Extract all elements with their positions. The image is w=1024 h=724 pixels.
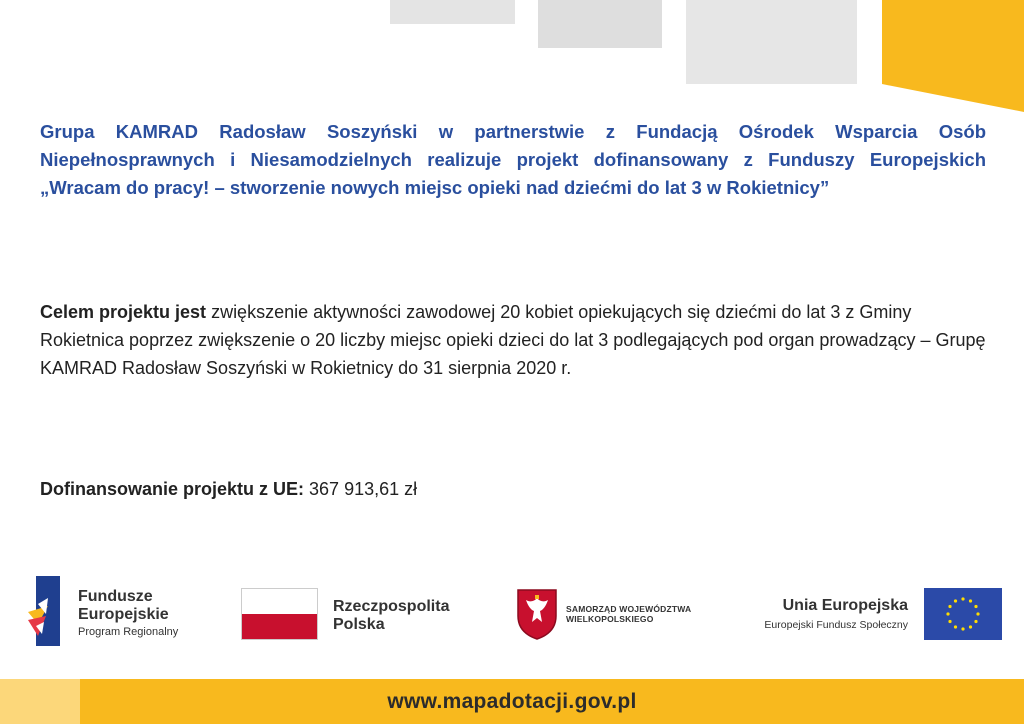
footer-url[interactable]: www.mapadotacji.gov.pl — [387, 690, 637, 713]
footer-bar — [0, 679, 1024, 724]
eu-star-icon — [969, 625, 972, 628]
eu-star-icon — [961, 627, 964, 630]
eu-flag-icon — [924, 588, 1002, 640]
goal-label: Celem projektu jest — [40, 302, 207, 322]
eu-star-icon — [948, 605, 951, 608]
fe-line3: Program Regionalny — [78, 626, 179, 638]
eu-star-icon — [948, 620, 951, 623]
eu-star-icon — [974, 605, 977, 608]
decorative-bar — [538, 0, 662, 48]
goal-text: zwiększenie aktywności zawodowej 20 kobiet opiekujących się dziećmi do lat 3 z Gminy Rokietnica poprzez zwiększenie o 20 liczby miejsc opieki dzieci do lat 3 podlegających pod organ prowadzący – Grupę KAMRAD Radosław Soszyński w Rokietnicy do 31 sierpnia 2020 r. — [40, 302, 986, 378]
logo-strip — [0, 570, 1024, 650]
ue-text — [764, 597, 908, 632]
rp-line1: Rzeczpospolita — [333, 598, 450, 615]
funding-label: Dofinansowanie projektu z UE: — [40, 479, 305, 499]
decorative-bar — [686, 0, 857, 84]
project-headline: Grupa KAMRAD Radosław Soszyński w partnerstwie z Fundacją Ośrodek Wsparcia Osób Niepełnosprawnych i Niesamodzielnych realizuje projekt dofinansowany z Funduszy Europejskich „Wracam do pracy! – stworzenie nowych miejsc opieki nad dziećmi do lat 3 w Rokietnicy” — [40, 121, 986, 198]
funding-value: 367 913,61 zł — [304, 479, 418, 499]
eu-star-icon — [946, 612, 949, 615]
eu-star-icon — [969, 599, 972, 602]
ue-line1: Unia Europejska — [782, 597, 908, 614]
project-goal — [40, 298, 990, 382]
fe-line1: Fundusze — [78, 588, 153, 605]
eu-star-icon — [961, 597, 964, 600]
eu-star-icon — [954, 599, 957, 602]
eu-star-icon — [954, 625, 957, 628]
sw-line2: WIELKOPOLSKIEGO — [566, 614, 654, 624]
rp-line2: Polska — [333, 616, 385, 633]
funding-amount — [40, 475, 417, 503]
sw-line1: SAMORZĄD WOJEWÓDZTWA — [566, 604, 692, 614]
eu-star-icon — [974, 620, 977, 623]
eu-star-icon — [976, 612, 979, 615]
ue-line2: Europejski Fundusz Społeczny — [764, 619, 908, 631]
fe-line2: Europejskie — [78, 606, 169, 623]
unia-europejska-logo — [0, 570, 1024, 650]
decorative-bar — [390, 0, 515, 24]
decorative-corner — [882, 0, 1024, 112]
